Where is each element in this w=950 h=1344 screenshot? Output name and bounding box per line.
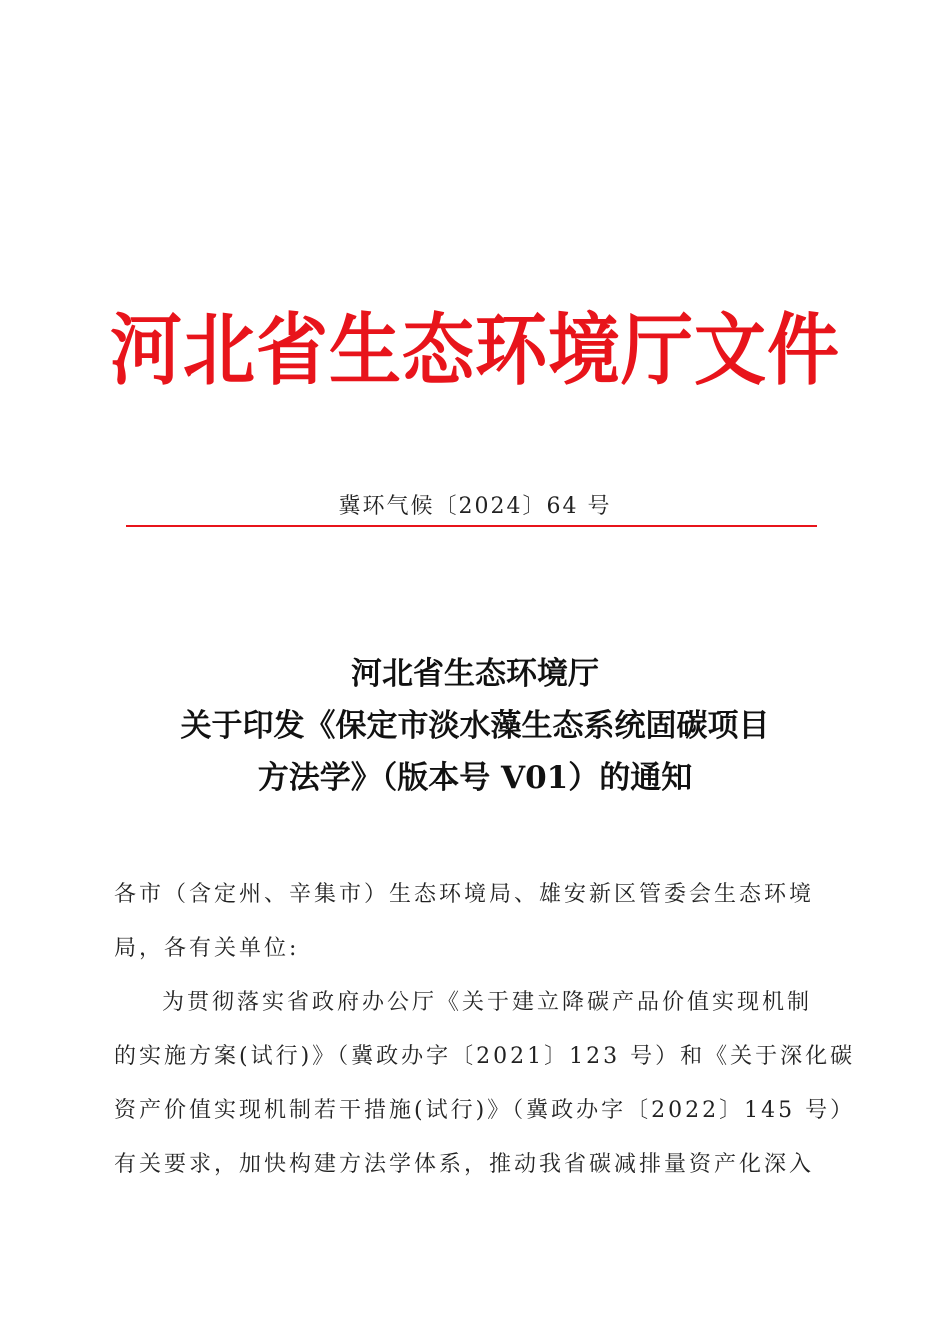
document-body: [114, 868, 856, 1192]
red-divider-rule: [126, 525, 817, 527]
salutation-line-2: 局，各有关单位:: [114, 936, 300, 961]
document-number: 冀环气候〔2024〕64 号: [338, 494, 612, 519]
paragraph-line-3: 资产价值实现机制若干措施(试行)》（冀政办字〔2022〕145 号）: [114, 1098, 856, 1123]
title-line-1: 河北省生态环境厅: [351, 656, 599, 692]
document-title: [0, 648, 950, 804]
paragraph-line-1: 为贯彻落实省政府办公厅《关于建立降碳产品价值实现机制: [162, 990, 813, 1015]
title-line-3: 方法学》（版本号 V01）的通知: [257, 760, 693, 796]
salutation-line-1: 各市（含定州、辛集市）生态环境局、雄安新区管委会生态环境: [114, 882, 815, 907]
paragraph-line-2: 的实施方案(试行)》（冀政办字〔2021〕123 号）和《关于深化碳: [114, 1044, 856, 1069]
issuer-masthead: 河北省生态环境厅文件: [109, 303, 840, 396]
paragraph-line-4: 有关要求，加快构建方法学体系，推动我省碳减排量资产化深入: [114, 1152, 815, 1177]
title-line-2: 关于印发《保定市淡水藻生态系统固碳项目: [180, 708, 770, 744]
